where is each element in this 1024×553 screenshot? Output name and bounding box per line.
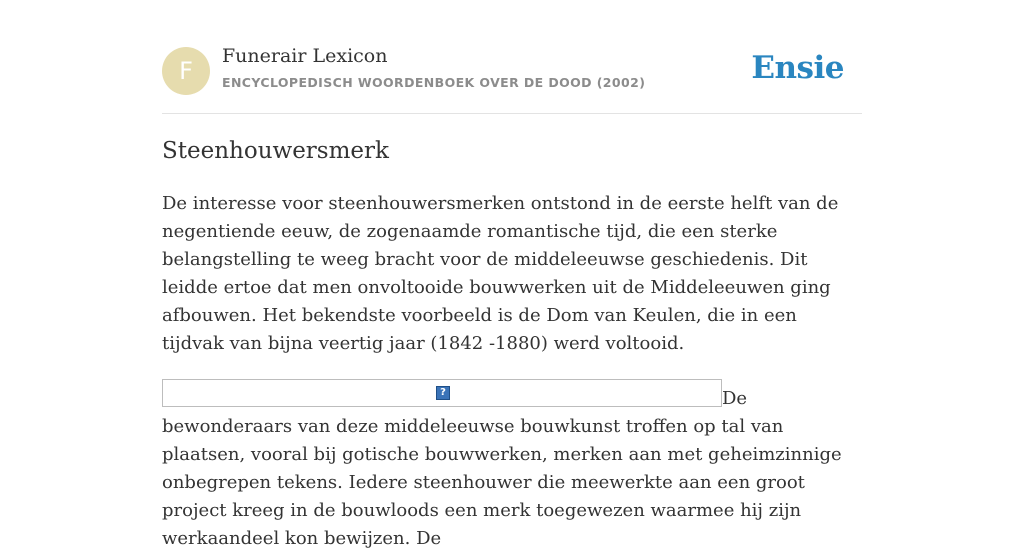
source-avatar[interactable]: F: [162, 47, 210, 95]
broken-image-icon: ?: [436, 386, 450, 400]
entry-page: [162, 0, 862, 549]
source-title-link[interactable]: Funerair Lexicon: [222, 45, 388, 67]
source-header: [162, 0, 862, 114]
entry-paragraph-2-text: De bewonderaars van deze middeleeuwse bouwkunst troffen op tal van plaatsen, vooral bij gotische bouwwerken, merken aan met geheimzinnige onbegrepen tekens. Iedere steenhouwer die meewerkte aan een groot project kreeg in de bouwloods een merk toegewezen waarmee hij zijn werkaandeel kon bewijzen. De: [162, 388, 842, 549]
entry-title: Steenhouwersmerk: [162, 138, 389, 164]
ensie-logo-link[interactable]: Ensie: [751, 50, 844, 86]
source-subtitle: ENCYCLOPEDISCH WOORDENBOEK OVER DE DOOD (2002): [222, 75, 646, 90]
entry-paragraph-2: [162, 385, 862, 553]
entry-paragraph-1: De interesse voor steenhouwersmerken ontstond in de eerste helft van de negentiende eeuw, de zogenaamde romantische tijd, die een sterke belangstelling te weeg bracht voor de middeleeuwse geschiedenis. Dit leidde ertoe dat men onvoltooide bouwwerken uit de Middeleeuwen ging afbouwen. Het bekendste voorbeeld is de Dom van Keulen, die in een tijdvak van bijna veertig jaar (1842 -1880) werd voltooid.: [162, 193, 839, 354]
entry-image: [162, 379, 722, 407]
